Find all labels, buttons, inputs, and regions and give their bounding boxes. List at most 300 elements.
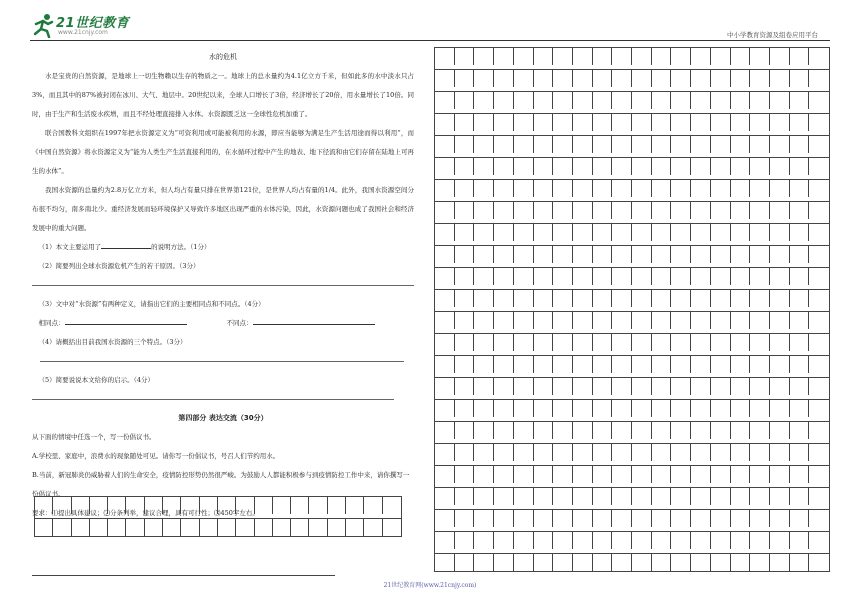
grid-cell[interactable] <box>435 356 455 373</box>
grid-cell[interactable] <box>691 246 711 263</box>
grid-cell[interactable] <box>652 466 672 483</box>
grid-cell[interactable] <box>573 400 593 417</box>
grid-cell[interactable] <box>593 356 613 373</box>
grid-cell[interactable] <box>612 246 632 263</box>
grid-cell[interactable] <box>435 400 455 417</box>
grid-cell[interactable] <box>494 466 514 483</box>
grid-cell[interactable] <box>750 92 770 109</box>
grid-cell[interactable] <box>671 180 691 197</box>
grid-cell[interactable] <box>455 92 475 109</box>
grid-cell[interactable] <box>671 488 691 505</box>
grid-cell[interactable] <box>731 224 751 241</box>
grid-cell[interactable] <box>711 246 731 263</box>
grid-cell[interactable] <box>593 290 613 307</box>
grid-cell[interactable] <box>364 497 382 514</box>
grid-cell[interactable] <box>553 532 573 549</box>
grid-cell[interactable] <box>770 202 790 219</box>
grid-cell[interactable] <box>534 180 554 197</box>
grid-cell[interactable] <box>731 70 751 87</box>
grid-cell[interactable] <box>632 510 652 527</box>
grid-cell[interactable] <box>494 290 514 307</box>
grid-cell[interactable] <box>494 180 514 197</box>
grid-cell[interactable] <box>474 312 494 329</box>
writing-grid-left[interactable] <box>34 496 402 537</box>
grid-cell[interactable] <box>236 497 254 514</box>
grid-cell[interactable] <box>455 532 475 549</box>
grid-cell[interactable] <box>593 224 613 241</box>
grid-cell[interactable] <box>593 378 613 395</box>
grid-cell[interactable] <box>671 334 691 351</box>
grid-cell[interactable] <box>711 136 731 153</box>
grid-cell[interactable] <box>790 92 810 109</box>
grid-cell[interactable] <box>494 510 514 527</box>
grid-cell[interactable] <box>514 510 534 527</box>
grid-cell[interactable] <box>809 356 829 373</box>
grid-cell[interactable] <box>809 92 829 109</box>
grid-cell[interactable] <box>364 519 382 536</box>
grid-cell[interactable] <box>711 312 731 329</box>
grid-cell[interactable] <box>612 158 632 175</box>
grid-cell[interactable] <box>632 136 652 153</box>
grid-cell[interactable] <box>750 400 770 417</box>
grid-cell[interactable] <box>494 554 514 571</box>
grid-cell[interactable] <box>455 334 475 351</box>
grid-cell[interactable] <box>553 114 573 131</box>
grid-cell[interactable] <box>514 532 534 549</box>
grid-cell[interactable] <box>108 519 126 536</box>
grid-cell[interactable] <box>514 70 534 87</box>
grid-cell[interactable] <box>328 497 346 514</box>
grid-cell[interactable] <box>474 202 494 219</box>
grid-cell[interactable] <box>809 290 829 307</box>
grid-cell[interactable] <box>593 510 613 527</box>
grid-cell[interactable] <box>534 158 554 175</box>
grid-cell[interactable] <box>632 466 652 483</box>
grid-cell[interactable] <box>163 497 181 514</box>
grid-cell[interactable] <box>711 510 731 527</box>
grid-cell[interactable] <box>514 378 534 395</box>
grid-cell[interactable] <box>691 290 711 307</box>
grid-cell[interactable] <box>200 519 218 536</box>
grid-cell[interactable] <box>632 70 652 87</box>
grid-cell[interactable] <box>652 114 672 131</box>
grid-cell[interactable] <box>790 268 810 285</box>
grid-cell[interactable] <box>612 70 632 87</box>
grid-cell[interactable] <box>770 48 790 65</box>
grid-cell[interactable] <box>711 554 731 571</box>
grid-cell[interactable] <box>750 114 770 131</box>
grid-cell[interactable] <box>770 334 790 351</box>
grid-cell[interactable] <box>494 312 514 329</box>
grid-cell[interactable] <box>652 334 672 351</box>
grid-cell[interactable] <box>514 180 534 197</box>
grid-cell[interactable] <box>573 554 593 571</box>
grid-cell[interactable] <box>809 334 829 351</box>
grid-cell[interactable] <box>435 180 455 197</box>
grid-cell[interactable] <box>435 444 455 461</box>
grid-cell[interactable] <box>553 180 573 197</box>
grid-cell[interactable] <box>632 224 652 241</box>
grid-cell[interactable] <box>809 136 829 153</box>
grid-cell[interactable] <box>163 519 181 536</box>
grid-cell[interactable] <box>474 378 494 395</box>
grid-cell[interactable] <box>809 466 829 483</box>
grid-cell[interactable] <box>455 444 475 461</box>
grid-cell[interactable] <box>612 400 632 417</box>
grid-cell[interactable] <box>750 510 770 527</box>
grid-cell[interactable] <box>790 136 810 153</box>
grid-cell[interactable] <box>534 114 554 131</box>
grid-cell[interactable] <box>750 554 770 571</box>
grid-cell[interactable] <box>474 114 494 131</box>
grid-cell[interactable] <box>435 70 455 87</box>
grid-cell[interactable] <box>750 532 770 549</box>
grid-cell[interactable] <box>612 180 632 197</box>
grid-cell[interactable] <box>770 510 790 527</box>
grid-cell[interactable] <box>632 532 652 549</box>
grid-cell[interactable] <box>671 356 691 373</box>
grid-cell[interactable] <box>770 290 790 307</box>
grid-cell[interactable] <box>273 497 291 514</box>
grid-cell[interactable] <box>632 202 652 219</box>
grid-cell[interactable] <box>455 136 475 153</box>
grid-cell[interactable] <box>573 158 593 175</box>
grid-cell[interactable] <box>553 246 573 263</box>
grid-cell[interactable] <box>593 70 613 87</box>
grid-cell[interactable] <box>573 48 593 65</box>
grid-cell[interactable] <box>612 202 632 219</box>
grid-cell[interactable] <box>573 312 593 329</box>
grid-cell[interactable] <box>494 136 514 153</box>
grid-cell[interactable] <box>691 444 711 461</box>
grid-cell[interactable] <box>593 422 613 439</box>
grid-cell[interactable] <box>291 497 309 514</box>
grid-cell[interactable] <box>494 92 514 109</box>
grid-cell[interactable] <box>474 48 494 65</box>
grid-cell[interactable] <box>435 378 455 395</box>
grid-cell[interactable] <box>553 510 573 527</box>
grid-cell[interactable] <box>691 70 711 87</box>
grid-cell[interactable] <box>671 312 691 329</box>
grid-cell[interactable] <box>731 532 751 549</box>
grid-cell[interactable] <box>731 92 751 109</box>
grid-cell[interactable] <box>474 70 494 87</box>
grid-cell[interactable] <box>632 48 652 65</box>
grid-cell[interactable] <box>770 466 790 483</box>
grid-cell[interactable] <box>474 510 494 527</box>
grid-cell[interactable] <box>514 48 534 65</box>
grid-cell[interactable] <box>494 422 514 439</box>
grid-cell[interactable] <box>770 268 790 285</box>
grid-cell[interactable] <box>573 92 593 109</box>
grid-cell[interactable] <box>652 510 672 527</box>
grid-cell[interactable] <box>790 554 810 571</box>
grid-cell[interactable] <box>455 224 475 241</box>
question-5-answer-line[interactable] <box>32 390 394 400</box>
grid-cell[interactable] <box>711 158 731 175</box>
grid-cell[interactable] <box>652 488 672 505</box>
grid-cell[interactable] <box>514 290 534 307</box>
grid-cell[interactable] <box>671 378 691 395</box>
grid-cell[interactable] <box>593 488 613 505</box>
grid-cell[interactable] <box>455 312 475 329</box>
grid-cell[interactable] <box>593 136 613 153</box>
grid-cell[interactable] <box>671 422 691 439</box>
same-answer-blank[interactable] <box>65 316 187 325</box>
grid-cell[interactable] <box>770 136 790 153</box>
grid-cell[interactable] <box>691 180 711 197</box>
grid-cell[interactable] <box>455 466 475 483</box>
grid-cell[interactable] <box>328 519 346 536</box>
grid-cell[interactable] <box>534 224 554 241</box>
grid-cell[interactable] <box>494 48 514 65</box>
grid-cell[interactable] <box>514 400 534 417</box>
grid-cell[interactable] <box>632 92 652 109</box>
grid-cell[interactable] <box>691 400 711 417</box>
grid-cell[interactable] <box>750 246 770 263</box>
question-1-blank[interactable] <box>101 240 151 249</box>
grid-cell[interactable] <box>474 268 494 285</box>
grid-cell[interactable] <box>455 356 475 373</box>
grid-cell[interactable] <box>809 224 829 241</box>
grid-cell[interactable] <box>593 246 613 263</box>
grid-cell[interactable] <box>514 466 534 483</box>
grid-cell[interactable] <box>612 422 632 439</box>
grid-cell[interactable] <box>691 532 711 549</box>
grid-cell[interactable] <box>455 202 475 219</box>
grid-cell[interactable] <box>72 519 90 536</box>
grid-cell[interactable] <box>126 497 144 514</box>
grid-cell[interactable] <box>671 136 691 153</box>
grid-cell[interactable] <box>474 224 494 241</box>
grid-cell[interactable] <box>731 246 751 263</box>
grid-cell[interactable] <box>770 180 790 197</box>
grid-cell[interactable] <box>809 400 829 417</box>
grid-cell[interactable] <box>573 488 593 505</box>
grid-cell[interactable] <box>494 70 514 87</box>
grid-cell[interactable] <box>593 400 613 417</box>
grid-cell[interactable] <box>691 268 711 285</box>
grid-cell[interactable] <box>671 246 691 263</box>
grid-cell[interactable] <box>534 136 554 153</box>
grid-cell[interactable] <box>553 48 573 65</box>
grid-cell[interactable] <box>671 290 691 307</box>
grid-cell[interactable] <box>790 290 810 307</box>
grid-cell[interactable] <box>553 444 573 461</box>
grid-cell[interactable] <box>435 246 455 263</box>
grid-cell[interactable] <box>494 246 514 263</box>
grid-cell[interactable] <box>573 246 593 263</box>
grid-cell[interactable] <box>770 422 790 439</box>
grid-cell[interactable] <box>534 334 554 351</box>
grid-cell[interactable] <box>346 519 364 536</box>
grid-cell[interactable] <box>612 444 632 461</box>
grid-cell[interactable] <box>790 334 810 351</box>
grid-cell[interactable] <box>612 114 632 131</box>
grid-cell[interactable] <box>593 466 613 483</box>
grid-cell[interactable] <box>731 136 751 153</box>
grid-cell[interactable] <box>770 554 790 571</box>
grid-cell[interactable] <box>691 48 711 65</box>
grid-cell[interactable] <box>809 180 829 197</box>
grid-cell[interactable] <box>593 114 613 131</box>
grid-cell[interactable] <box>573 422 593 439</box>
question-4-answer-line[interactable] <box>40 352 404 362</box>
grid-cell[interactable] <box>711 202 731 219</box>
grid-cell[interactable] <box>632 114 652 131</box>
grid-cell[interactable] <box>573 444 593 461</box>
grid-cell[interactable] <box>612 224 632 241</box>
grid-cell[interactable] <box>671 466 691 483</box>
grid-cell[interactable] <box>534 92 554 109</box>
grid-cell[interactable] <box>731 356 751 373</box>
grid-cell[interactable] <box>435 488 455 505</box>
grid-cell[interactable] <box>514 312 534 329</box>
grid-cell[interactable] <box>573 136 593 153</box>
grid-cell[interactable] <box>711 334 731 351</box>
grid-cell[interactable] <box>309 519 327 536</box>
grid-cell[interactable] <box>573 202 593 219</box>
grid-cell[interactable] <box>435 158 455 175</box>
grid-cell[interactable] <box>750 70 770 87</box>
grid-cell[interactable] <box>455 70 475 87</box>
grid-cell[interactable] <box>514 334 534 351</box>
grid-cell[interactable] <box>790 246 810 263</box>
grid-cell[interactable] <box>809 268 829 285</box>
grid-cell[interactable] <box>53 497 71 514</box>
grid-cell[interactable] <box>809 202 829 219</box>
grid-cell[interactable] <box>652 356 672 373</box>
grid-cell[interactable] <box>652 180 672 197</box>
grid-cell[interactable] <box>573 290 593 307</box>
footer-link[interactable]: 21世纪教育网(www.21cnjy.com) <box>383 582 477 589</box>
grid-cell[interactable] <box>181 497 199 514</box>
grid-cell[interactable] <box>593 334 613 351</box>
grid-cell[interactable] <box>750 180 770 197</box>
grid-cell[interactable] <box>534 444 554 461</box>
diff-answer-blank[interactable] <box>253 316 375 325</box>
grid-cell[interactable] <box>632 290 652 307</box>
grid-cell[interactable] <box>494 532 514 549</box>
grid-cell[interactable] <box>711 290 731 307</box>
grid-cell[interactable] <box>435 92 455 109</box>
grid-cell[interactable] <box>573 466 593 483</box>
grid-cell[interactable] <box>790 488 810 505</box>
grid-cell[interactable] <box>790 48 810 65</box>
grid-cell[interactable] <box>750 158 770 175</box>
grid-cell[interactable] <box>514 158 534 175</box>
grid-cell[interactable] <box>494 400 514 417</box>
grid-cell[interactable] <box>652 290 672 307</box>
grid-cell[interactable] <box>534 48 554 65</box>
grid-cell[interactable] <box>731 466 751 483</box>
grid-cell[interactable] <box>181 519 199 536</box>
grid-cell[interactable] <box>435 224 455 241</box>
grid-cell[interactable] <box>108 497 126 514</box>
grid-cell[interactable] <box>790 400 810 417</box>
grid-cell[interactable] <box>652 444 672 461</box>
grid-cell[interactable] <box>691 92 711 109</box>
grid-cell[interactable] <box>770 356 790 373</box>
grid-cell[interactable] <box>652 532 672 549</box>
grid-cell[interactable] <box>671 158 691 175</box>
grid-cell[interactable] <box>671 92 691 109</box>
grid-cell[interactable] <box>455 510 475 527</box>
grid-cell[interactable] <box>573 268 593 285</box>
grid-cell[interactable] <box>790 312 810 329</box>
grid-cell[interactable] <box>790 466 810 483</box>
grid-cell[interactable] <box>612 268 632 285</box>
grid-cell[interactable] <box>750 224 770 241</box>
grid-cell[interactable] <box>474 158 494 175</box>
grid-cell[interactable] <box>514 246 534 263</box>
grid-cell[interactable] <box>255 497 273 514</box>
grid-cell[interactable] <box>534 510 554 527</box>
grid-cell[interactable] <box>691 136 711 153</box>
grid-cell[interactable] <box>593 554 613 571</box>
grid-cell[interactable] <box>553 422 573 439</box>
grid-cell[interactable] <box>612 532 632 549</box>
grid-cell[interactable] <box>652 422 672 439</box>
grid-cell[interactable] <box>632 180 652 197</box>
grid-cell[interactable] <box>711 422 731 439</box>
grid-cell[interactable] <box>809 532 829 549</box>
grid-cell[interactable] <box>553 224 573 241</box>
grid-cell[interactable] <box>809 488 829 505</box>
grid-cell[interactable] <box>632 246 652 263</box>
grid-cell[interactable] <box>494 268 514 285</box>
grid-cell[interactable] <box>671 400 691 417</box>
grid-cell[interactable] <box>612 356 632 373</box>
grid-cell[interactable] <box>474 422 494 439</box>
grid-cell[interactable] <box>711 378 731 395</box>
grid-cell[interactable] <box>573 378 593 395</box>
grid-cell[interactable] <box>731 400 751 417</box>
grid-cell[interactable] <box>652 554 672 571</box>
grid-cell[interactable] <box>514 224 534 241</box>
grid-cell[interactable] <box>474 180 494 197</box>
grid-cell[interactable] <box>809 114 829 131</box>
grid-cell[interactable] <box>652 70 672 87</box>
grid-cell[interactable] <box>474 290 494 307</box>
grid-cell[interactable] <box>731 422 751 439</box>
grid-cell[interactable] <box>534 246 554 263</box>
grid-cell[interactable] <box>218 519 236 536</box>
grid-cell[interactable] <box>691 356 711 373</box>
grid-cell[interactable] <box>809 70 829 87</box>
grid-cell[interactable] <box>809 158 829 175</box>
grid-cell[interactable] <box>534 290 554 307</box>
grid-cell[interactable] <box>750 290 770 307</box>
grid-cell[interactable] <box>790 532 810 549</box>
grid-cell[interactable] <box>553 334 573 351</box>
grid-cell[interactable] <box>474 334 494 351</box>
grid-cell[interactable] <box>731 290 751 307</box>
grid-cell[interactable] <box>632 444 652 461</box>
grid-cell[interactable] <box>790 356 810 373</box>
grid-cell[interactable] <box>770 532 790 549</box>
grid-cell[interactable] <box>790 444 810 461</box>
grid-cell[interactable] <box>750 268 770 285</box>
grid-cell[interactable] <box>553 466 573 483</box>
grid-cell[interactable] <box>553 554 573 571</box>
grid-cell[interactable] <box>770 158 790 175</box>
grid-cell[interactable] <box>593 180 613 197</box>
grid-cell[interactable] <box>750 48 770 65</box>
grid-cell[interactable] <box>455 114 475 131</box>
grid-cell[interactable] <box>474 532 494 549</box>
grid-cell[interactable] <box>711 70 731 87</box>
